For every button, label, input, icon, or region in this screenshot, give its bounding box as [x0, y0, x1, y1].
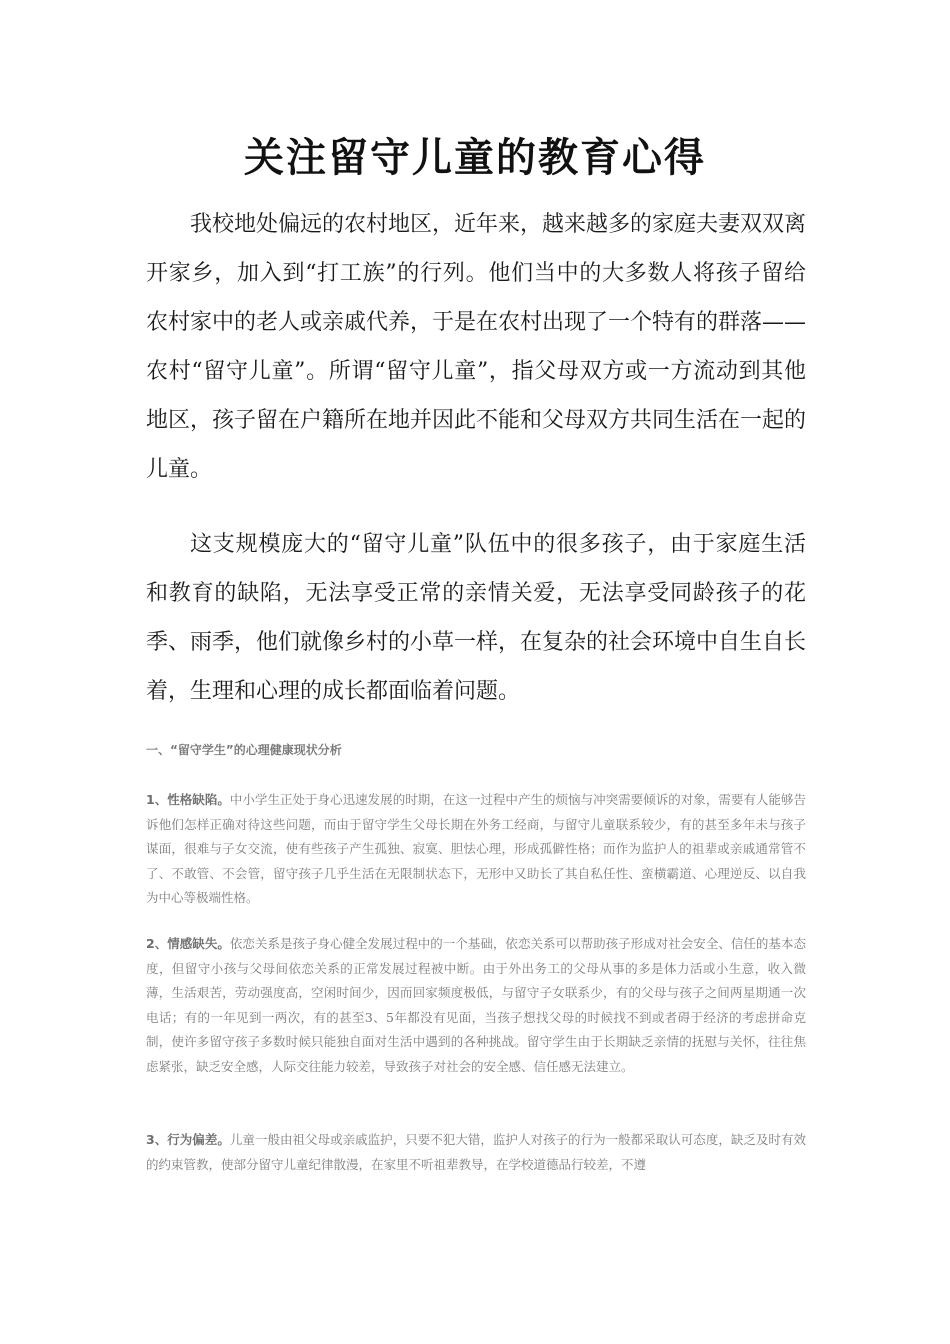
analysis-point — [146, 1128, 806, 1177]
analysis-point — [146, 788, 806, 911]
point-label: 3、行为偏差。 — [146, 1132, 230, 1147]
point-label: 1、性格缺陷。 — [146, 792, 230, 807]
intro-paragraph: 这支规模庞大的“留守儿童”队伍中的很多孩子，由于家庭生活和教育的缺陷，无法享受正常的亲情关爱，无法享受同龄孩子的花季、雨季，他们就像乡村的小草一样，在复杂的社会环境中自生自长着，生理和心理的成长都面临着问题。 — [146, 532, 807, 704]
section-heading: 一、“留守学生”的心理健康现状分析 — [146, 743, 342, 757]
point-text: 中小学生正处于身心迅速发展的时期，在这一过程中产生的烦恼与冲突需要倾诉的对象，需要有人能够告诉他们怎样正确对待这些问题，而由于留守学生父母长期在外务工经商，与留守儿童联系较少，有的甚至多年未与孩子谋面，很难与子女交流，使有些孩子产生孤独、寂寞、胆怯心理，形成孤僻性格；而作为监护人的祖辈或亲戚通常管不了、不敢管、不会管，留守孩子几乎生活在无限制状态下，无形中又助长了其自私任性、蛮横霸道、心理逆反、以自我为中心等极端性格。 — [146, 792, 806, 905]
point-label: 2、情感缺失。 — [146, 936, 230, 951]
point-text: 儿童一般由祖父母或亲戚监护，只要不犯大错，监护人对孩子的行为一般都采取认可态度，缺乏及时有效的约束管教，使部分留守儿童纪律散漫，在家里不听祖辈教导，在学校道德品行较差，不遵 — [146, 1132, 806, 1172]
document-title: 关注留守儿童的教育心得 — [244, 134, 706, 181]
point-text: 依恋关系是孩子身心健全发展过程中的一个基础，依恋关系可以帮助孩子形成对社会安全、信任的基本态度，但留守小孩与父母间依恋关系的正常发展过程被中断。由于外出务工的父母从事的多是体力活或小生意，收入微薄，生活艰苦，劳动强度高，空闲时间少，因而回家频度极低，与留守子女联系少，有的父母与孩子之间两星期通一次电话；有的一年见到一两次，有的甚至3、5年都没有见面，当孩子想找父母的时候找不到或者碍于经济的考虑拼命克制，使许多留守孩子多数时候只能独自面对生活中遇到的各种挑战。留守学生由于长期缺乏亲情的抚慰与关怀，往往焦虑紧张，缺乏安全感，人际交往能力较差，导致孩子对社会的安全感、信任感无法建立。 — [146, 936, 806, 1074]
intro-paragraph: 我校地处偏远的农村地区，近年来，越来越多的家庭夫妻双双离开家乡，加入到“打工族”的行列。他们当中的大多数人将孩子留给农村家中的老人或亲戚代养，于是在农村出现了一个特有的群落——农村“留守儿童”。所谓“留守儿童”，指父母双方或一方流动到其他地区，孩子留在户籍所在地并因此不能和父母双方共同生活在一起的儿童。 — [146, 212, 807, 482]
analysis-point — [146, 932, 806, 1079]
